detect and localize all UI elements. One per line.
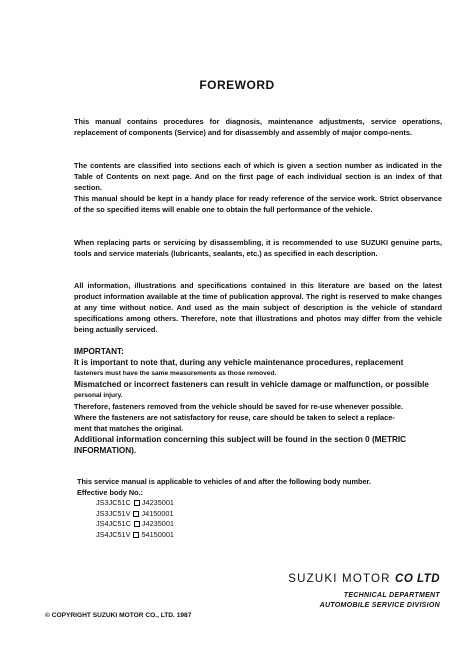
body-model: JS3JC51C: [96, 498, 131, 507]
division-line: AUTOMOBILE SERVICE DIVISION: [319, 602, 440, 609]
body-number-row: [96, 498, 371, 509]
important-line: INFORMATION).: [74, 446, 137, 455]
department-block: [320, 591, 440, 611]
important-notice: [74, 346, 446, 456]
paragraph-text: The contents are classified into sections each of which is given a section number as indicated in the Table of Contents on next page. And on the first page of each individual section is an index of that section.: [74, 161, 442, 192]
important-heading: IMPORTANT:: [74, 347, 124, 356]
body-number: J4150001: [141, 508, 174, 518]
company-name: [288, 573, 440, 585]
paragraph-text: When replacing parts or servicing by disassembling, it is recommended to use SUZUKI genuine parts, tools and service materials (lubricants, sealants, etc.) as specified in each description.: [74, 238, 442, 258]
company-name-suffix: CO LTD: [395, 573, 440, 585]
checkbox-square-icon: [133, 532, 139, 538]
department-line: TECHNICAL DEPARTMENT: [343, 592, 440, 599]
body-model: JS4JC51V: [96, 529, 131, 539]
paragraph-text: This manual should be kept in a handy place for ready reference of the service work. Strict observance of the so specified items will enable one to obtain the full performance of the vehicle.: [74, 194, 442, 214]
company-name-main: SUZUKI MOTOR: [288, 573, 391, 585]
checkbox-square-icon: [134, 500, 140, 506]
important-line: Mismatched or incorrect fasteners can result in vehicle damage or malfunction, or possible: [74, 380, 429, 389]
body-number: 54150001: [141, 529, 174, 539]
paragraph-parts: [74, 237, 442, 259]
paragraph-information: [74, 280, 442, 335]
body-number-row: [96, 509, 371, 520]
body-number-row: [96, 530, 371, 541]
important-line: Where the fasteners are not satisfactory for reuse, care should be taken to select a replace-: [74, 413, 395, 422]
important-line: fasteners must have the same measurements as those removed.: [74, 370, 277, 377]
paragraph-text: All information, illustrations and specifications contained in this literature are based on the latest product information available at the time of publication approval. The right is reserved to make changes at any time without notice. And used as the main subject of description is the vehicle of standard specifications among others. Therefore, note that illustrations and photos may differ from the vehicle being actually serviced.: [74, 281, 442, 334]
copyright-notice: © COPYRIGHT SUZUKI MOTOR CO., LTD. 1987: [45, 612, 192, 619]
body-number-row: [96, 519, 371, 530]
body-model: JS3JC51V: [96, 508, 131, 518]
page-title: FOREWORD: [199, 78, 275, 92]
body-number: J4235001: [141, 498, 174, 507]
checkbox-square-icon: [133, 511, 139, 517]
important-line: personal injury.: [74, 392, 123, 399]
paragraph-text: This manual contains procedures for diagnosis, maintenance adjustments, service operations, replacement of components (Service) and for disassembly and assembly of major compo-nents.: [74, 117, 442, 137]
body-number: J4235001: [141, 519, 174, 528]
applicability-intro: This service manual is applicable to vehicles of and after the following body number.: [77, 477, 371, 486]
effective-body-label: Effective body No.:: [77, 487, 144, 497]
body-model: JS4JC51C: [96, 519, 131, 528]
important-line: ment that matches the original.: [74, 424, 184, 433]
applicability-section: [77, 477, 371, 540]
paragraph-intro: [74, 116, 442, 138]
important-line: It is important to note that, during any vehicle maintenance procedures, replacement: [74, 358, 404, 367]
checkbox-square-icon: [134, 521, 140, 527]
paragraph-contents: [74, 160, 442, 215]
important-line: Therefore, fasteners removed from the vehicle should be saved for re-use whenever possible.: [74, 402, 403, 411]
body-number-list: [96, 498, 371, 540]
important-line: Additional information concerning this subject will be found in the section 0 (METRIC: [74, 435, 407, 444]
